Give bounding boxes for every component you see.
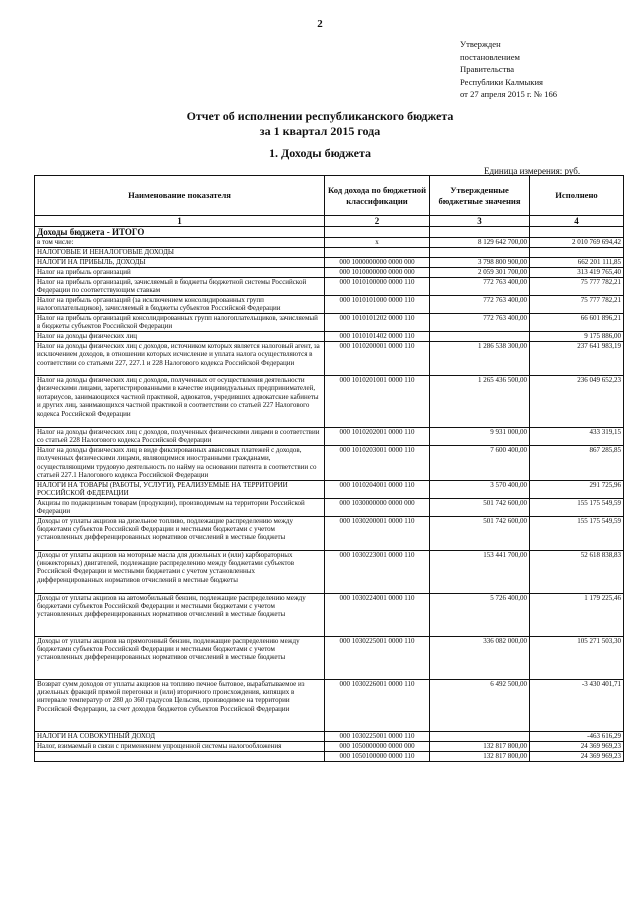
- row-executed: 433 319,15: [530, 428, 624, 446]
- row-name: Налог на доходы физических лиц с доходов, полученных от осуществления деятельности физическими лицами, зарегистрированными в качестве индивидуальных предпринимателей, нотариусов, занимающихся частной практикой, адвокатов, учредивших адвокатские кабинеты и других лиц, занимающихся частной практикой в соответствии со статьей 227 Налогового кодекса Российской Федерации: [35, 376, 325, 428]
- row-name: НАЛОГИ НА ТОВАРЫ (РАБОТЫ, УСЛУГИ), РЕАЛИЗУЕМЫЕ НА ТЕРРИТОРИИ РОССИЙСКОЙ ФЕДЕРАЦИИ: [35, 480, 325, 498]
- row-code: 000 1030225001 0000 110: [325, 731, 430, 741]
- row-name: Налог на доходы физических лиц: [35, 332, 325, 342]
- page-number: 2: [317, 18, 323, 30]
- row-executed: 24 369 969,23: [530, 741, 624, 751]
- unit-label: Единица измерения: руб.: [484, 166, 581, 176]
- row-code: 000 1010101402 0000 110: [325, 332, 430, 342]
- row-executed: 236 049 652,23: [530, 376, 624, 428]
- row-code: 000 1010000000 0000 000: [325, 268, 430, 278]
- row-approved: 132 817 800,00: [430, 751, 530, 761]
- table-row: [35, 428, 624, 446]
- row-approved: [430, 227, 530, 238]
- row-name: Налог, взимаемый в связи с применением упрощенной системы налогообложения: [35, 741, 325, 751]
- table-row: [35, 593, 624, 636]
- table-row: [35, 238, 624, 248]
- row-approved: 8 129 642 700,00: [430, 238, 530, 248]
- row-approved: 772 763 400,00: [430, 278, 530, 296]
- row-executed: 52 618 838,83: [530, 550, 624, 593]
- row-approved: 501 742 600,00: [430, 516, 530, 550]
- row-name: Доходы бюджета - ИТОГО: [35, 227, 325, 238]
- row-name: Налог на доходы физических лиц с доходов, полученных физическими лицами в соответствии со статьей 228 Налогового кодекса Российской Федерации: [35, 428, 325, 446]
- row-executed: -463 616,29: [530, 731, 624, 741]
- row-code: 000 1030200001 0000 110: [325, 516, 430, 550]
- row-executed: [530, 227, 624, 238]
- row-executed: 75 777 782,21: [530, 278, 624, 296]
- row-approved: 772 763 400,00: [430, 296, 530, 314]
- table-row: [35, 550, 624, 593]
- row-executed: 155 175 549,59: [530, 498, 624, 516]
- table-row: [35, 679, 624, 731]
- row-executed: -3 430 401,71: [530, 679, 624, 731]
- row-name: НАЛОГИ НА ПРИБЫЛЬ, ДОХОДЫ: [35, 258, 325, 268]
- row-code: x: [325, 238, 430, 248]
- row-name: Налог на прибыль организаций (за исключением консолидированных групп налогоплательщиков), зачисляемый в бюджеты субъектов Российской Федерации: [35, 296, 325, 314]
- row-code: 000 1030224001 0000 110: [325, 593, 430, 636]
- row-code: 000 1010101202 0000 110: [325, 314, 430, 332]
- table-row: [35, 480, 624, 498]
- row-executed: 155 175 549,59: [530, 516, 624, 550]
- row-executed: 313 419 765,40: [530, 268, 624, 278]
- row-approved: 2 059 301 700,00: [430, 268, 530, 278]
- col-number: 3: [430, 216, 530, 227]
- report-period: за 1 квартал 2015 года: [259, 124, 381, 138]
- row-name: Возврат сумм доходов от уплаты акцизов на топливо печное бытовое, вырабатываемое из дизельных фракций прямой перегонки и (или) вторичного происхождения, кипящих в интервале температур от 280 до 360 градусов Цельсия, производимое на территории Российской Федерации, за счет доходов бюджетов субъектов Российской Федерации: [35, 679, 325, 731]
- row-executed: 66 601 896,21: [530, 314, 624, 332]
- row-code: 000 1010203001 0000 110: [325, 446, 430, 481]
- row-executed: 662 201 111,85: [530, 258, 624, 268]
- row-code: 000 1050100000 0000 110: [325, 751, 430, 761]
- table-row: [35, 376, 624, 428]
- header-code: Код дохода по бюджетной классификации: [325, 176, 430, 216]
- table-row: [35, 227, 624, 238]
- approval-line: Республики Калмыкия: [460, 76, 543, 87]
- row-executed: 75 777 782,21: [530, 296, 624, 314]
- approval-block: [460, 38, 640, 101]
- row-code: 000 1010204001 0000 110: [325, 480, 430, 498]
- row-name: Налог на доходы физических лиц в виде фиксированных авансовых платежей с доходов, полученных физическими лицами, являющимися иностранными гражданами, осуществляющими трудовую деятельность по найму на основании патента в соответствии со статьей 227.1 Налогового кодекса Российской Федерации: [35, 446, 325, 481]
- row-name: Акцизы по подакцизным товарам (продукции), производимым на территории Российской Федерации: [35, 498, 325, 516]
- row-name: Доходы от уплаты акцизов на дизельное топливо, подлежащие распределению между бюджетами субъектов Российской Федерации и местными бюджетами с учетом установленных дифференцированных нормативов отчислений в местные бюджеты: [35, 516, 325, 550]
- row-code: [325, 227, 430, 238]
- row-code: 000 1010100000 0000 110: [325, 278, 430, 296]
- row-name: НАЛОГИ НА СОВОКУПНЫЙ ДОХОД: [35, 731, 325, 741]
- row-approved: 7 600 400,00: [430, 446, 530, 481]
- row-approved: [430, 731, 530, 741]
- row-approved: [430, 332, 530, 342]
- row-approved: 1 286 538 300,00: [430, 342, 530, 376]
- table-row: [35, 258, 624, 268]
- table-row: [35, 296, 624, 314]
- report-title: Отчет об исполнении республиканского бюджета: [186, 109, 454, 123]
- row-code: 000 1010202001 0000 110: [325, 428, 430, 446]
- row-approved: 9 931 000,00: [430, 428, 530, 446]
- table-row: [35, 314, 624, 332]
- row-name: Налог на прибыль организаций: [35, 268, 325, 278]
- row-code: 000 1030223001 0000 110: [325, 550, 430, 593]
- row-executed: 2 010 769 694,42: [530, 238, 624, 248]
- row-code: 000 1010200001 0000 110: [325, 342, 430, 376]
- header-approved: Утвержденные бюджетные значения: [430, 176, 530, 216]
- row-approved: 336 082 000,00: [430, 636, 530, 679]
- table-row: [35, 446, 624, 481]
- table-row: [35, 731, 624, 741]
- row-code: 000 1030000000 0000 000: [325, 498, 430, 516]
- col-number: 1: [35, 216, 325, 227]
- row-executed: 867 285,85: [530, 446, 624, 481]
- table-row: [35, 278, 624, 296]
- approval-line: Утвержден: [460, 39, 501, 49]
- row-executed: 9 175 886,00: [530, 332, 624, 342]
- row-approved: 5 726 400,00: [430, 593, 530, 636]
- row-executed: 237 641 983,19: [530, 342, 624, 376]
- row-name: Налог на прибыль организаций, зачисляемый в бюджеты бюджетной системы Российской Федерации по соответствующим ставкам: [35, 278, 325, 296]
- col-number: 2: [325, 216, 430, 227]
- row-code: 000 1030225001 0000 110: [325, 636, 430, 679]
- header-executed: Исполнено: [530, 176, 624, 216]
- approval-line: от 27 апреля 2015 г. № 166: [460, 89, 558, 99]
- row-executed: [530, 248, 624, 258]
- table-row: [35, 268, 624, 278]
- table-row: [35, 342, 624, 376]
- row-approved: 3 570 400,00: [430, 480, 530, 498]
- table-row: [35, 332, 624, 342]
- table-row: [35, 741, 624, 751]
- row-code: 000 1050000000 0000 000: [325, 741, 430, 751]
- row-executed: 105 271 503,30: [530, 636, 624, 679]
- row-approved: 501 742 600,00: [430, 498, 530, 516]
- approval-line: Правительства: [460, 64, 515, 74]
- row-executed: 24 369 969,23: [530, 751, 624, 761]
- row-name: Доходы от уплаты акцизов на моторные масла для дизельных и (или) карбюраторных (инжекторных) двигателей, подлежащие распределению между бюджетами субъектов Российской Федерации и местными бюджетами с учетом установленных дифференцированных нормативов отчислений в местные бюджеты: [35, 550, 325, 593]
- table-row: [35, 636, 624, 679]
- row-approved: 153 441 700,00: [430, 550, 530, 593]
- income-table: [34, 175, 624, 762]
- row-name: НАЛОГОВЫЕ И НЕНАЛОГОВЫЕ ДОХОДЫ: [35, 248, 325, 258]
- table-row: [35, 751, 624, 761]
- row-approved: 3 798 800 900,00: [430, 258, 530, 268]
- row-executed: 1 179 225,46: [530, 593, 624, 636]
- col-number: 4: [530, 216, 624, 227]
- section-title: 1. Доходы бюджета: [268, 146, 372, 160]
- row-approved: 132 817 800,00: [430, 741, 530, 751]
- table-row: [35, 516, 624, 550]
- header-name: Наименование показателя: [35, 176, 325, 216]
- row-name: Доходы от уплаты акцизов на прямогонный бензин, подлежащие распределению между бюджетами субъектов Российской Федерации и местными бюджетами с учетом установленных дифференцированных нормативов отчислений в местные бюджеты: [35, 636, 325, 679]
- row-code: 000 1010201001 0000 110: [325, 376, 430, 428]
- row-name: в том числе:: [35, 238, 325, 248]
- approval-line: постановлением: [460, 51, 520, 62]
- row-code: [325, 248, 430, 258]
- table-row: [35, 248, 624, 258]
- row-code: 000 1010101000 0000 110: [325, 296, 430, 314]
- row-code: 000 1030226001 0000 110: [325, 679, 430, 731]
- row-name: [35, 751, 325, 761]
- row-approved: 6 492 500,00: [430, 679, 530, 731]
- row-approved: 1 265 436 500,00: [430, 376, 530, 428]
- row-executed: 291 725,96: [530, 480, 624, 498]
- row-approved: 772 763 400,00: [430, 314, 530, 332]
- row-approved: [430, 248, 530, 258]
- table-row: [35, 498, 624, 516]
- row-name: Доходы от уплаты акцизов на автомобильный бензин, подлежащие распределению между бюджетами субъектов Российской Федерации и местными бюджетами с учетом установленных дифференцированных нормативов отчислений в местные бюджеты: [35, 593, 325, 636]
- row-name: Налог на доходы физических лиц с доходов, источником которых является налоговый агент, за исключением доходов, в отношении которых исчисление и уплата налога осуществляются в соответствии со статьями 227, 227.1 и 228 Налогового кодекса Российской Федерации: [35, 342, 325, 376]
- row-code: 000 1000000000 0000 000: [325, 258, 430, 268]
- row-name: Налог на прибыль организаций консолидированных групп налогоплательщиков, зачисляемый в бюджеты субъектов Российской Федерации: [35, 314, 325, 332]
